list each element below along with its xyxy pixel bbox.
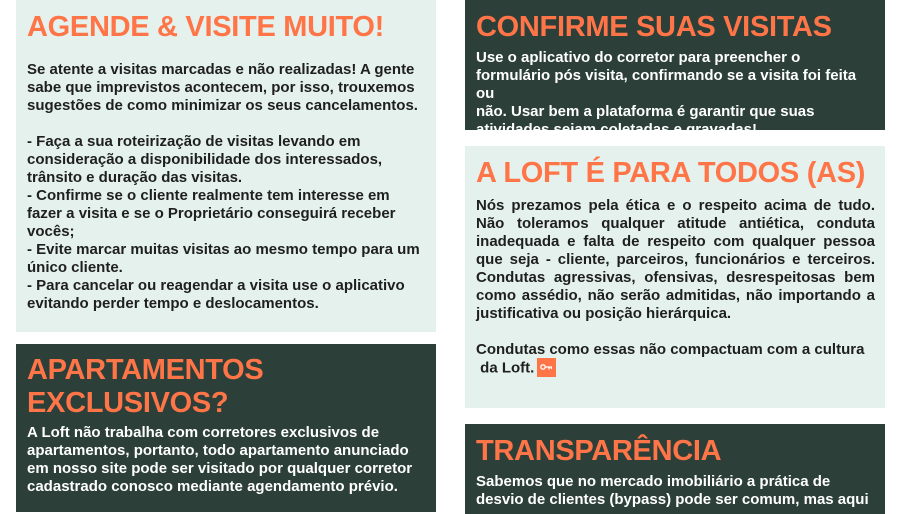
key-icon[interactable] <box>537 358 556 377</box>
card-closing-line: Condutas como essas não compactuam com a cultura <box>476 341 865 359</box>
card-title: CONFIRME SUAS VISITAS <box>476 11 832 43</box>
card-closing-line: da Loft. <box>476 359 535 377</box>
card-apartamentos-exclusivos <box>16 344 436 512</box>
card-body: A Loft não trabalha com corretores exclusivos de apartamentos, portanto, todo apartamento anunciado em nosso site pode ser visitado por qualquer corretor cadastrado conosco mediante agendamento prévio. <box>27 424 413 495</box>
card-body: Use o aplicativo do corretor para preencher o formulário pós visita, confirmando se a visita foi feita ou não. Usar bem a plataforma é garantir que suas atividades sejam coletadas e gravadas! <box>476 49 857 139</box>
card-confirme-visitas <box>465 0 885 139</box>
card-body: Se atente a visitas marcadas e não realizadas! A gente sabe que imprevistos acontecem, por isso, trouxemos sugestões de como minimizar os seus cancelamentos. - Faça a sua roteirização de visitas levando em consideração a disponibilidade dos interessados, trânsito e duração das visitas. - Confirme se o cliente realmente tem interesse em fazer a visita e se o Proprietário conseguirá receber vocês; - Evite marcar muitas visitas ao mesmo tempo para um único cliente. - Para cancelar ou reagendar a visita use o aplicativo evitando perder tempo e deslocamentos. <box>27 61 420 313</box>
card-loft-para-todos <box>465 146 885 408</box>
card-closing <box>476 341 875 378</box>
card-title-line: APARTAMENTOS <box>27 354 264 386</box>
card-title: A LOFT É PARA TODOS (AS) <box>476 157 866 189</box>
card-title <box>27 354 426 420</box>
card-body: Nós prezamos pela ética e o respeito acima de tudo. Não toleramos qualquer atitude antiética, conduta inadequada e falta de respeito com qualquer pessoa que seja - cliente, parceiros, funcionários e terceiros. Condutas agressivas, ofensivas, desrespeitosas bem como assédio, não serão admitidas, não importando a justificativa ou posição hierárquica. <box>476 197 875 323</box>
card-title: AGENDE & VISITE MUITO! <box>27 11 385 43</box>
card-transparencia <box>465 424 885 514</box>
card-body: Sabemos que no mercado imobiliário a prática de desvio de clientes (bypass) pode ser comum, mas aqui <box>476 473 869 509</box>
card-title-line: EXCLUSIVOS? <box>27 387 229 419</box>
card-title: TRANSPARÊNCIA <box>476 435 722 467</box>
card-agende-visite <box>16 0 436 332</box>
